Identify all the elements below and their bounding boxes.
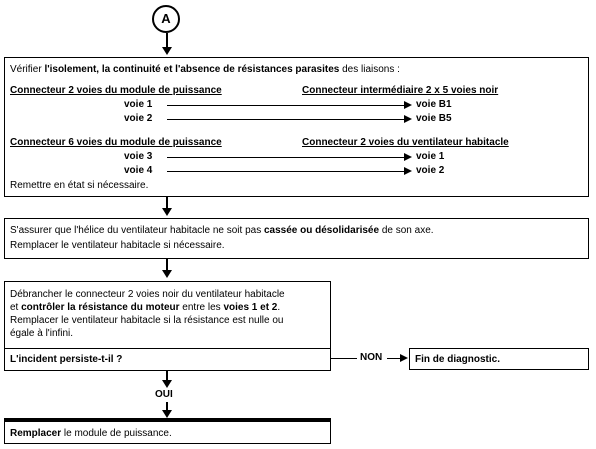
- arrow-down-icon: [162, 380, 172, 388]
- arrow-right-icon: [404, 153, 412, 161]
- arrow-down-icon: [162, 208, 172, 216]
- end-box: [409, 348, 589, 370]
- group1-row1-left: voie 1: [124, 99, 153, 110]
- step4-post: le module de puissance.: [61, 428, 172, 439]
- step2-line1-bold: cassée ou désolidarisée: [263, 225, 380, 236]
- step3-line2-mid: entre les: [179, 302, 224, 313]
- group2-row1-left: voie 3: [124, 151, 153, 162]
- group1-right-header: Connecteur intermédiaire 2 x 5 voies noir: [302, 85, 499, 96]
- yes-label: OUI: [155, 389, 173, 400]
- start-connector-a: A: [152, 5, 180, 33]
- step2-box: [4, 218, 589, 259]
- group2-right-header: Connecteur 2 voies du ventilateur habitacle: [302, 137, 509, 148]
- step4-box: [4, 418, 331, 444]
- step3-box: [4, 281, 331, 371]
- group2-left-header: Connecteur 6 voies du module de puissance: [10, 137, 222, 148]
- arrow-right-icon: [404, 101, 412, 109]
- step3-line2-pre: et: [10, 302, 22, 313]
- arrow-right-icon: [404, 167, 412, 175]
- group1-row2-left: voie 2: [124, 113, 153, 124]
- step4-bold: Remplacer: [10, 428, 62, 439]
- arrow-down-icon: [162, 47, 172, 55]
- arrow-right-icon: [404, 115, 412, 123]
- group1-row2-line: [167, 119, 405, 120]
- group2-row2-left: voie 4: [124, 165, 153, 176]
- no-branch-line: [387, 358, 401, 359]
- step2-line1-post: de son axe.: [379, 225, 434, 236]
- step3-line2-post: .: [277, 302, 281, 313]
- step3-line2-bold2: voies 1 et 2: [223, 302, 278, 313]
- step3-question: L'incident persiste-t-il ?: [10, 354, 123, 365]
- step2-line1-pre: S'assurer que l'hélice du ventilateur habitacle ne soit pas: [10, 225, 264, 236]
- step3-line4: égale à l'infini.: [10, 328, 74, 339]
- step1-intro: [10, 64, 400, 75]
- group1-row1-line: [167, 105, 405, 106]
- step3-line2: [10, 302, 280, 313]
- step2-line2: Remplacer le ventilateur habitacle si nécessaire.: [10, 240, 225, 251]
- group2-row1-right: voie 1: [416, 151, 445, 162]
- step1-intro-bold: l'isolement, la continuité et l'absence de résistances parasites: [44, 64, 340, 75]
- end-label: Fin de diagnostic.: [415, 354, 501, 365]
- step1-footer: Remettre en état si nécessaire.: [10, 180, 149, 191]
- step1-intro-pre: Vérifier: [10, 64, 45, 75]
- no-label: NON: [360, 352, 383, 363]
- step3-line2-bold: contrôler la résistance du moteur: [21, 302, 180, 313]
- arrow-down-icon: [162, 270, 172, 278]
- group2-row2-right: voie 2: [416, 165, 445, 176]
- step3-line3: Remplacer le ventilateur habitacle si la résistance est nulle ou: [10, 315, 284, 326]
- group2-row1-line: [167, 157, 405, 158]
- connector-line: [166, 33, 168, 47]
- arrow-down-icon: [162, 410, 172, 418]
- group1-left-header: Connecteur 2 voies du module de puissance: [10, 85, 222, 96]
- group1-row2-right: voie B5: [416, 113, 452, 124]
- step4-text: [10, 428, 172, 439]
- group1-row1-right: voie B1: [416, 99, 452, 110]
- step2-line1: [10, 225, 434, 236]
- no-branch-line: [331, 358, 357, 359]
- step3-divider: [5, 348, 330, 349]
- step1-box: [4, 57, 589, 197]
- group2-row2-line: [167, 171, 405, 172]
- arrow-right-icon: [400, 354, 408, 362]
- step3-line1: Débrancher le connecteur 2 voies noir du ventilateur habitacle: [10, 289, 285, 300]
- step1-intro-post: des liaisons :: [339, 64, 400, 75]
